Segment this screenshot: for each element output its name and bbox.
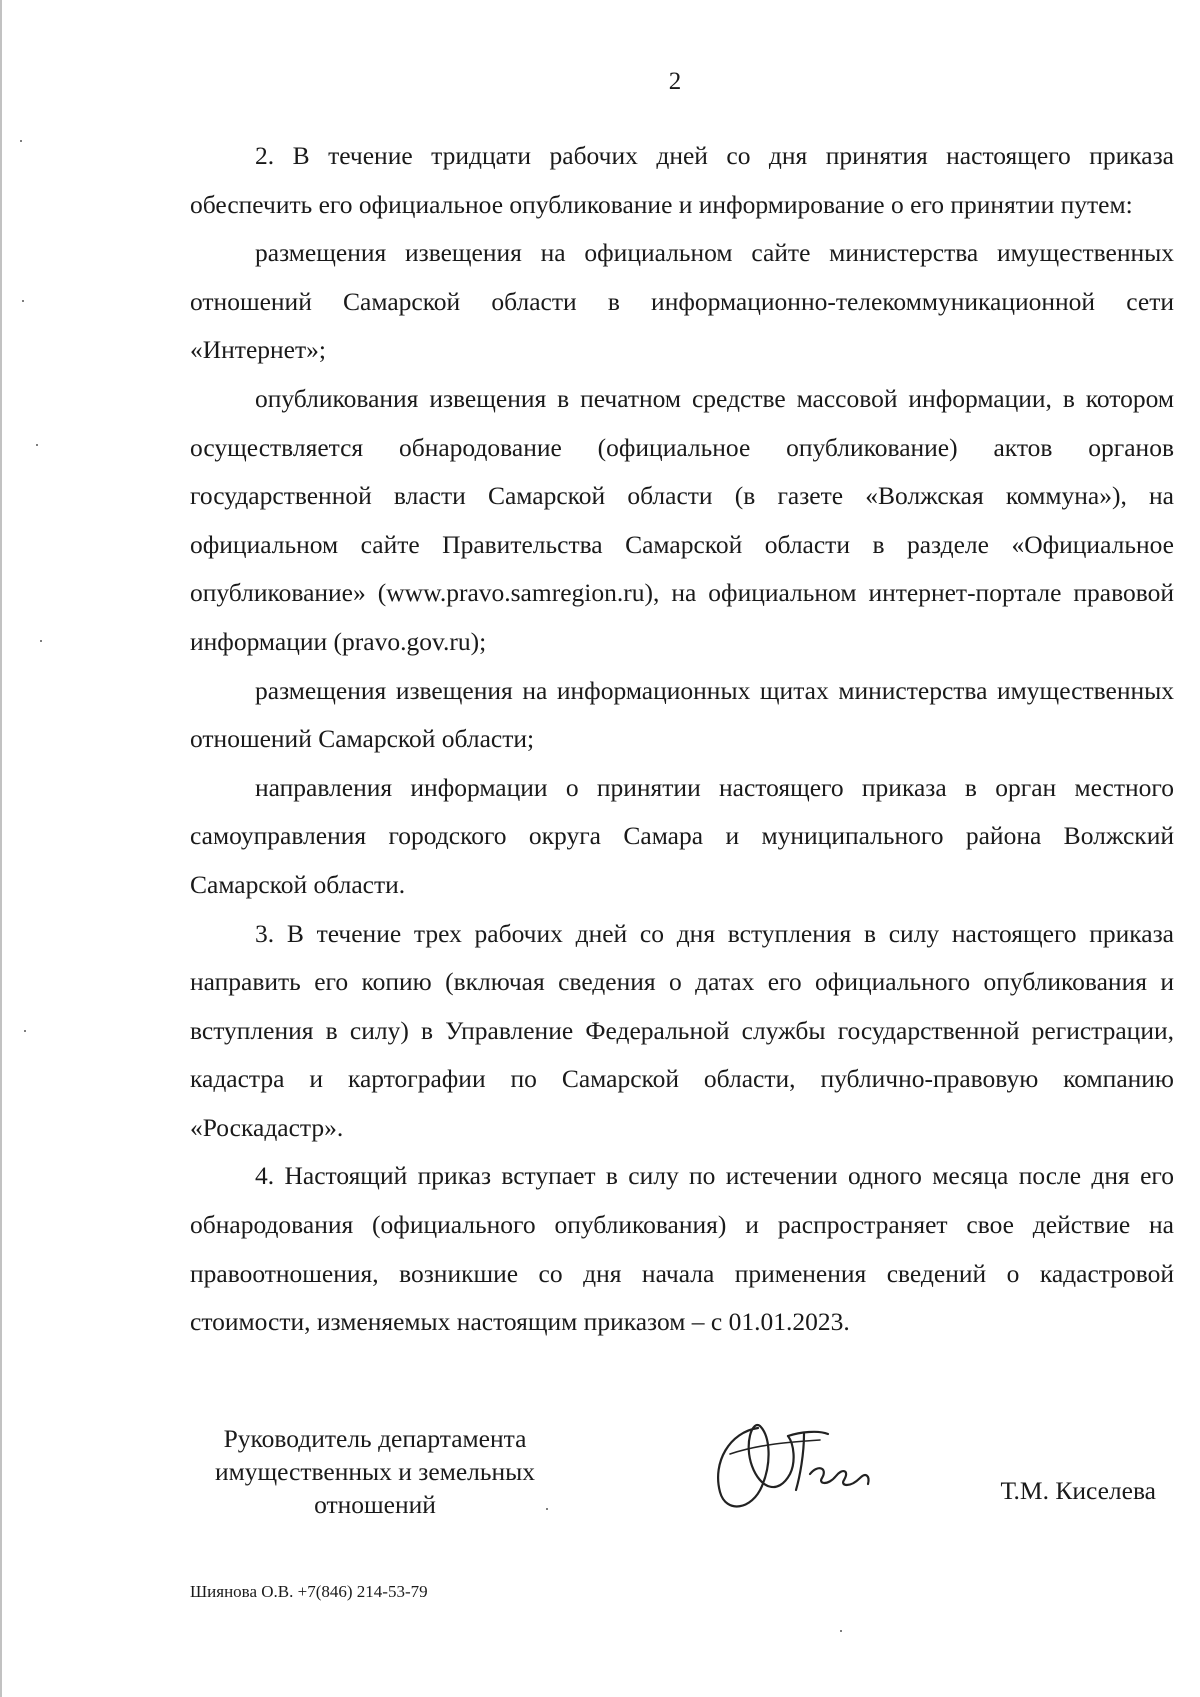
scan-speck (40, 640, 42, 642)
paragraph-item-3: 3. В течение трех рабочих дней со дня вступления в силу настоящего приказа направить его копию (включая сведения о датах его официального опубликования и вступления в силу) в Управление Федеральной службы государственной регистрации, кадастра и картографии по Самарской области, публично-правовую компанию «Роскадастр». (190, 918, 1174, 1142)
paragraph-item-4: 4. Настоящий приказ вступает в силу по истечении одного месяца после дня его обнародования (официального опубликования) и распространяет свое действие на правоотношения, возникшие со дня начала применения сведений о кадастровой стоимости, изменяемых настоящим приказом – с 01.01.2023. (190, 1161, 1174, 1337)
signatory-position-line: Руководитель департамента (223, 1424, 527, 1453)
handwritten-signature (700, 1414, 910, 1524)
scan-speck (36, 444, 38, 446)
paragraph-info-boards: размещения извещения на информационных щитах министерства имущественных отношений Самарской области; (190, 675, 1174, 754)
scan-edge-mark (0, 0, 2, 1697)
scan-speck (24, 1030, 26, 1032)
signature-block (190, 1422, 1174, 1532)
executor-contact: Шиянова О.В. +7(846) 214-53-79 (190, 1582, 428, 1601)
document-body (190, 132, 1174, 1347)
scan-speck (840, 1630, 842, 1632)
scan-speck (20, 140, 22, 142)
paragraph-website: размещения извещения на официальном сайте министерства имущественных отношений Самарской области в информационно-телекоммуникационной сети «Интернет»; (190, 238, 1174, 365)
paragraph-item-2: 2. В течение тридцати рабочих дней со дня принятия настоящего приказа обеспечить его официальное опубликование и информирование о его принятии путем: (190, 141, 1174, 219)
signatory-position-line: отношений (314, 1490, 436, 1519)
scan-speck (22, 300, 24, 302)
signatory-position-line: имущественных и земельных (214, 1457, 536, 1486)
paragraph-local-government: направления информации о принятии настоящего приказа в орган местного самоуправления городского округа Самара и муниципального района Волжский Самарской области. (190, 772, 1174, 899)
scan-speck (546, 1508, 548, 1510)
paragraph-print-media: опубликования извещения в печатном средстве массовой информации, в котором осуществляется обнародование (официальное опубликование) актов органов государственной власти Самарской области (в газете «Волжская коммуна»), на официальном сайте Правительства Самарской области в разделе «Официальное опубликование» (www.pravo.samregion.ru), на официальном интернет-портале правовой информации (pravo.gov.ru); (190, 383, 1174, 656)
signatory-position (190, 1422, 560, 1521)
signatory-name: Т.М. Киселева (1000, 1476, 1156, 1505)
page-number: 2 (668, 68, 682, 95)
